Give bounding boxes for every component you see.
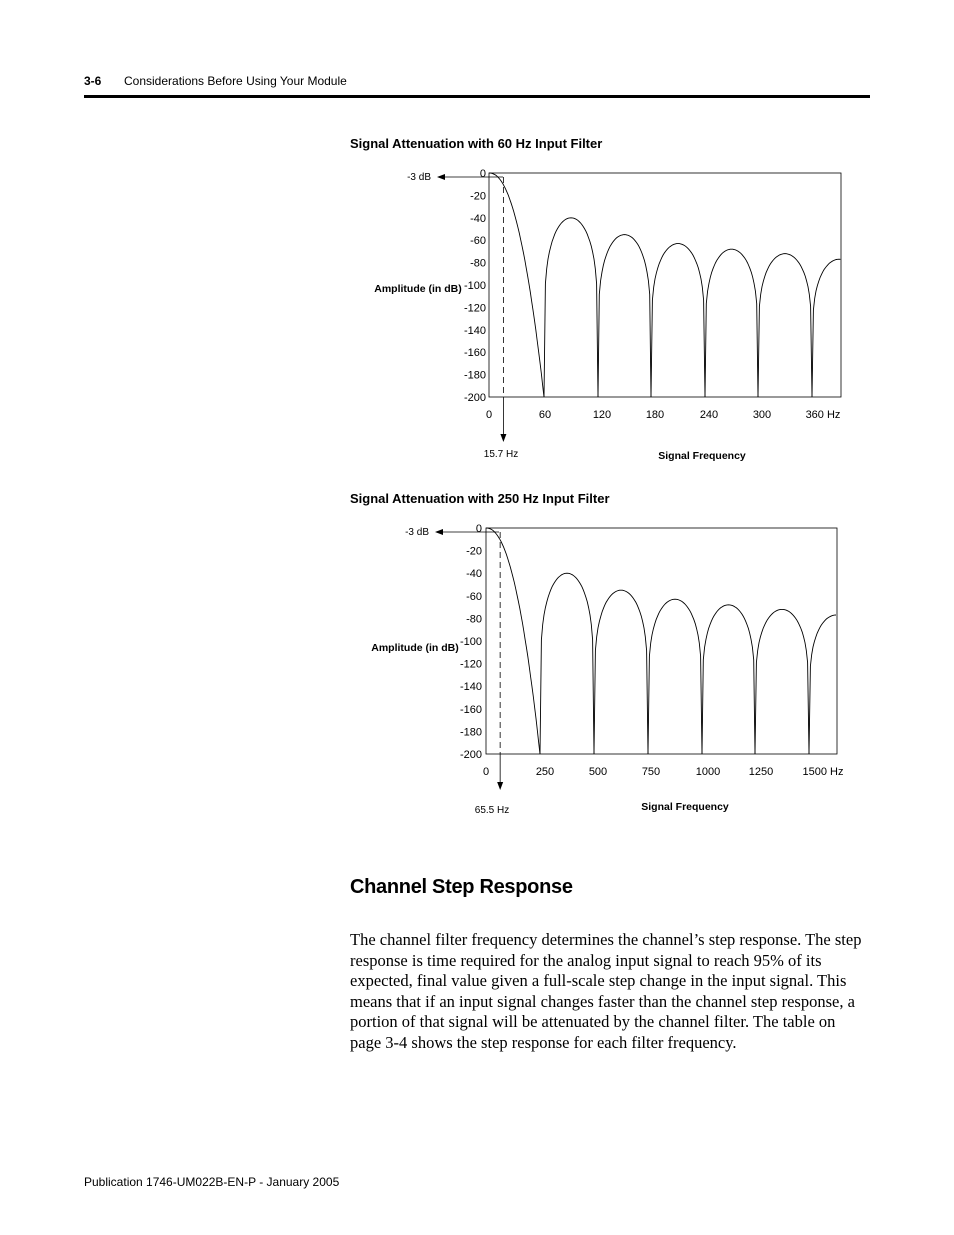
response-main-lobe [486,528,540,754]
y-tick-label: -80 [470,257,486,270]
y-tick-label: -200 [463,392,486,404]
x-axis-title: Signal Frequency [658,450,746,462]
response-main-lobe [489,173,544,397]
x-tick-label: 360 Hz [805,409,841,421]
y-tick-label: -60 [470,235,486,248]
chart-60hz-svg [0,160,954,470]
x-tick-label: 0 [485,409,493,421]
cutoff-freq-label: 15.7 Hz [483,449,519,460]
y-tick-label: -20 [466,545,482,558]
chapter-title: Considerations Before Using Your Module [124,74,347,88]
x-tick-label: 1000 [695,766,721,778]
response-side-lobe [812,259,840,397]
page-header [0,72,954,98]
y-tick-label: -40 [470,212,486,225]
x-axis-title: Signal Frequency [641,801,729,813]
x-tick-label: 0 [482,766,490,778]
y-tick-label: -160 [459,703,482,716]
y-tick-label: -140 [459,681,482,694]
response-side-lobe [540,573,594,754]
x-tick-label: 240 [699,409,719,421]
cutoff-db-arrowhead [435,529,443,535]
chart2-caption: Signal Attenuation with 250 Hz Input Filter [350,491,610,506]
x-tick-label: 60 [538,409,552,421]
cutoff-freq-arrowhead [500,434,506,442]
cutoff-db-label: -3 dB [407,172,431,183]
y-tick-label: 0 [479,168,486,180]
y-axis-title: Amplitude (in dB) [374,283,462,295]
response-side-lobe [809,615,836,754]
y-tick-label: -140 [463,324,486,337]
header-rule [84,95,870,98]
response-side-lobe [758,254,812,397]
y-tick-label: -120 [463,302,486,315]
y-tick-label: -60 [466,590,482,603]
chart-60hz [0,160,954,470]
x-tick-label: 300 [752,409,772,421]
x-tick-label: 250 [535,766,555,778]
cutoff-freq-label: 65.5 Hz [474,805,510,816]
cutoff-db-label: -3 dB [405,527,429,538]
chart-250hz [0,515,954,825]
x-tick-label: 180 [645,409,665,421]
y-tick-label: -100 [463,280,486,292]
cutoff-db-arrowhead [437,174,445,180]
response-side-lobe [755,609,809,754]
response-side-lobe [598,235,651,397]
section-body: The channel filter frequency determines the channel’s step response. The step response is time required for the analog input signal to reach 95% of its expected, final value given a full-scale step change in the input signal. This means that if an input signal changes faster than the channel step response, a portion of that signal will be attenuated by the channel filter. The table on page 3-4 shows the step response for each filter frequency. [350,930,862,1052]
response-side-lobe [594,590,648,754]
response-side-lobe [651,244,705,397]
cutoff-freq-arrowhead [497,782,503,790]
plot-frame [486,528,837,754]
y-tick-label: -180 [459,726,482,739]
response-side-lobe [702,605,755,754]
response-side-lobe [705,249,758,397]
chart1-caption: Signal Attenuation with 60 Hz Input Filter [350,136,603,151]
x-tick-label: 500 [588,766,608,778]
y-tick-label: -80 [466,613,482,626]
y-tick-label: -160 [463,347,486,360]
section-title: Channel Step Response [350,876,573,898]
y-tick-label: -20 [470,190,486,203]
y-tick-label: 0 [475,523,482,535]
y-tick-label: -180 [463,369,486,382]
x-tick-label: 750 [641,766,661,778]
response-side-lobe [544,218,598,397]
y-tick-label: -200 [459,749,482,761]
y-axis-title: Amplitude (in dB) [371,642,459,654]
y-tick-label: -40 [466,568,482,581]
x-tick-label: 1250 [748,766,774,778]
chart-250hz-svg [0,515,954,825]
page-number: 3-6 [84,74,102,88]
response-side-lobe [648,599,702,754]
plot-frame [489,173,841,397]
x-tick-label: 120 [592,409,612,421]
footer-publication: Publication 1746-UM022B-EN-P - January 2005 [84,1175,340,1189]
y-tick-label: -100 [459,636,482,648]
x-tick-label: 1500 Hz [802,766,844,778]
y-tick-label: -120 [459,658,482,671]
